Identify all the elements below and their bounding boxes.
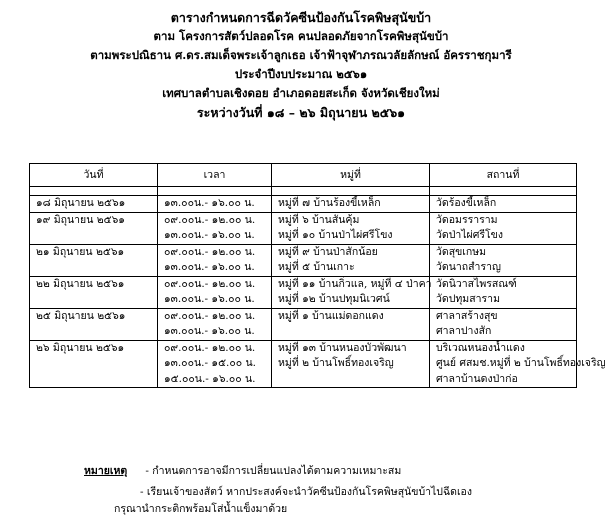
remark-text-2: - เรียนเจ้าของสัตว์ หากประสงค์จะนำวัคซีนป้องกันโรคพิษสุนัขบ้าไปฉีดเอง <box>140 486 472 498</box>
document-header <box>0 8 602 122</box>
row-place: วัดป่าไผ่ศรีโขง <box>436 229 503 241</box>
row-village: หมู่ที่ ๖ บ้านสันคุ้ม <box>278 213 360 226</box>
remark-text-1: - กำหนดการอาจมีการเปลี่ยนแปลงได้ตามความเหมาะสม <box>145 465 402 477</box>
date-range-line: ระหว่างวันที่ ๑๘ – ๒๖ มิถุนายน ๒๕๖๑ <box>196 105 406 120</box>
row-time: ๐๙.๐๐น.- ๑๒.๐๐ น. <box>164 309 256 322</box>
row-village: หมู่ที่ ๕ บ้านเกาะ <box>278 261 355 273</box>
row-time-cell <box>158 196 272 213</box>
row-date-cell <box>30 340 158 388</box>
row-village: หมู่ที่ ๙ บ้านป่าสักน้อย <box>278 245 378 258</box>
row-time: ๑๓.๐๐น.- ๑๖.๐๐ น. <box>164 325 255 337</box>
row-time-cell <box>158 276 272 308</box>
row-village-cell <box>272 308 430 340</box>
row-time: ๐๙.๐๐น.- ๑๒.๐๐ น. <box>164 245 256 258</box>
row-village <box>278 324 429 340</box>
row-village-cell <box>272 212 430 244</box>
row-place-cell <box>430 340 606 388</box>
row-time-cell <box>158 244 272 276</box>
row-village: หมู่ที่ ๑๒ บ้านปทุมนิเวศน์ <box>278 293 390 305</box>
row-date: ๒๒ มิถุนายน ๒๕๖๑ <box>36 277 125 290</box>
row-date: ๒๑ มิถุนายน ๒๕๖๑ <box>36 245 125 258</box>
column-header-time: เวลา <box>158 164 272 187</box>
row-village: หมู่ที่ ๑๐ บ้านป่าไผ่ศรีโขง <box>278 229 393 241</box>
row-place-cell <box>430 276 577 308</box>
row-village: หมู่ที่ ๑๓ บ้านหนองบัวพัฒนา <box>278 341 407 354</box>
column-header-place: สถานที่ <box>430 164 577 187</box>
row-village-cell <box>272 340 430 388</box>
row-date: ๒๖ มิถุนายน ๒๕๖๑ <box>36 341 125 354</box>
row-place: บริเวณหนองน้ำแดง <box>436 341 525 354</box>
remark-line-1 <box>84 462 401 481</box>
row-village <box>278 372 429 388</box>
row-date: ๒๕ มิถุนายน ๒๕๖๑ <box>36 309 126 322</box>
row-place: วัดปทุมสาราม <box>436 293 500 305</box>
row-village: หมู่ที่ ๗ บ้านร้องขี้เหล็ก <box>278 197 381 209</box>
row-time: ๑๕.๐๐น.- ๑๖.๐๐ น. <box>164 372 256 385</box>
row-time: ๑๓.๐๐น.- ๑๖.๐๐ น. <box>164 261 255 273</box>
row-time: ๑๓.๐๐น.- ๑๖.๐๐ น. <box>164 293 255 305</box>
table-row <box>30 308 577 340</box>
row-place: วัดสุขเกษม <box>436 245 487 258</box>
document-title: ตารางกำหนดการฉีดวัคซีนป้องกันโรคพิษสุนัขบ้า <box>170 10 432 25</box>
row-date-cell <box>30 308 158 340</box>
row-place: วัดนาถสำราญ <box>436 261 501 273</box>
row-time-cell <box>158 308 272 340</box>
row-date-cell <box>30 276 158 308</box>
row-time: ๑๓.๐๐น.- ๑๖.๐๐ น. <box>164 197 255 209</box>
row-village: หมู่ที่ ๑๑ บ้านกิ่วแล, หมู่ที่ ๔ ป่าคา <box>278 277 432 290</box>
row-place-cell <box>430 212 577 244</box>
row-place: ศาลาปางสัก <box>436 325 492 337</box>
row-place: ศาลาบ้านดงป่าก่อ <box>436 372 518 385</box>
row-place-cell <box>430 244 577 276</box>
table-row <box>30 340 577 388</box>
table-row <box>30 212 577 244</box>
row-village-cell <box>272 276 430 308</box>
fiscal-year-line: ประจำปีงบประมาณ ๒๕๖๑ <box>234 67 368 81</box>
row-date: ๑๘ มิถุนายน ๒๕๖๑ <box>36 197 126 209</box>
column-header-village: หมู่ที่ <box>272 164 430 187</box>
row-time-cell <box>158 340 272 388</box>
row-place: ศูนย์ ศสมช.หมู่ที่ ๒ บ้านโพธิ์ทองเจริญ <box>436 357 606 369</box>
municipality-line: เทศบาลตำบลเชิงดอย อำเภอดอยสะเก็ด จังหวัดเชียงใหม่ <box>162 86 440 100</box>
row-time: ๐๙.๐๐น.- ๑๒.๐๐ น. <box>164 213 256 226</box>
row-village-cell <box>272 196 430 213</box>
row-date-cell <box>30 212 158 244</box>
row-time-cell <box>158 212 272 244</box>
table-row <box>30 276 577 308</box>
row-time: ๐๙.๐๐น.- ๑๒.๐๐ น. <box>164 277 256 290</box>
row-time: ๑๓.๐๐น.- ๑๕.๐๐ น. <box>164 357 257 369</box>
row-place: ศาลาสร้างสุข <box>436 309 498 322</box>
row-place: วัดอมรราราม <box>436 213 498 226</box>
row-place-cell <box>430 308 577 340</box>
remark-text-3: กรุณานำกระติกพร้อมโส่น้ำแข็งมาด้วย <box>114 503 288 515</box>
royal-initiative-line: ตามพระปณิธาน ศ.ดร.สมเด็จพระเจ้าลูกเธอ เจ้าฟ้าจุฬาภรณวลัยลักษณ์ อัครราชกุมารี <box>90 48 512 62</box>
column-header-date: วันที่ <box>30 164 158 187</box>
row-village: หมู่ที่ ๒ บ้านโพธิ์ทองเจริญ <box>278 357 394 369</box>
row-date-cell <box>30 196 158 213</box>
row-date: ๑๙ มิถุนายน ๒๕๖๑ <box>36 213 125 226</box>
vaccination-schedule-table <box>29 163 606 388</box>
row-place: วัดร้องขี้เหล็ก <box>436 197 497 209</box>
table-header-row <box>30 164 577 187</box>
row-village-cell <box>272 244 430 276</box>
table-spacer-row <box>30 187 577 196</box>
table-row <box>30 196 577 213</box>
row-place: วัดนิวาสไพรสณฑ์ <box>436 277 517 290</box>
remark-label: หมายเหตุ <box>84 465 128 477</box>
row-time: ๑๓.๐๐น.- ๑๖.๐๐ น. <box>164 229 255 241</box>
project-line: ตาม โครงการสัตว์ปลอดโรค คนปลอดภัยจากโรคพิษสุนัขบ้า <box>153 29 449 43</box>
row-place-cell <box>430 196 577 213</box>
row-time: ๐๙.๐๐น.- ๑๒.๐๐ น. <box>164 341 256 354</box>
row-village: หมู่ที่ ๑ บ้านแม่ดอกแดง <box>278 309 384 322</box>
row-date-cell <box>30 244 158 276</box>
table-row <box>30 244 577 276</box>
